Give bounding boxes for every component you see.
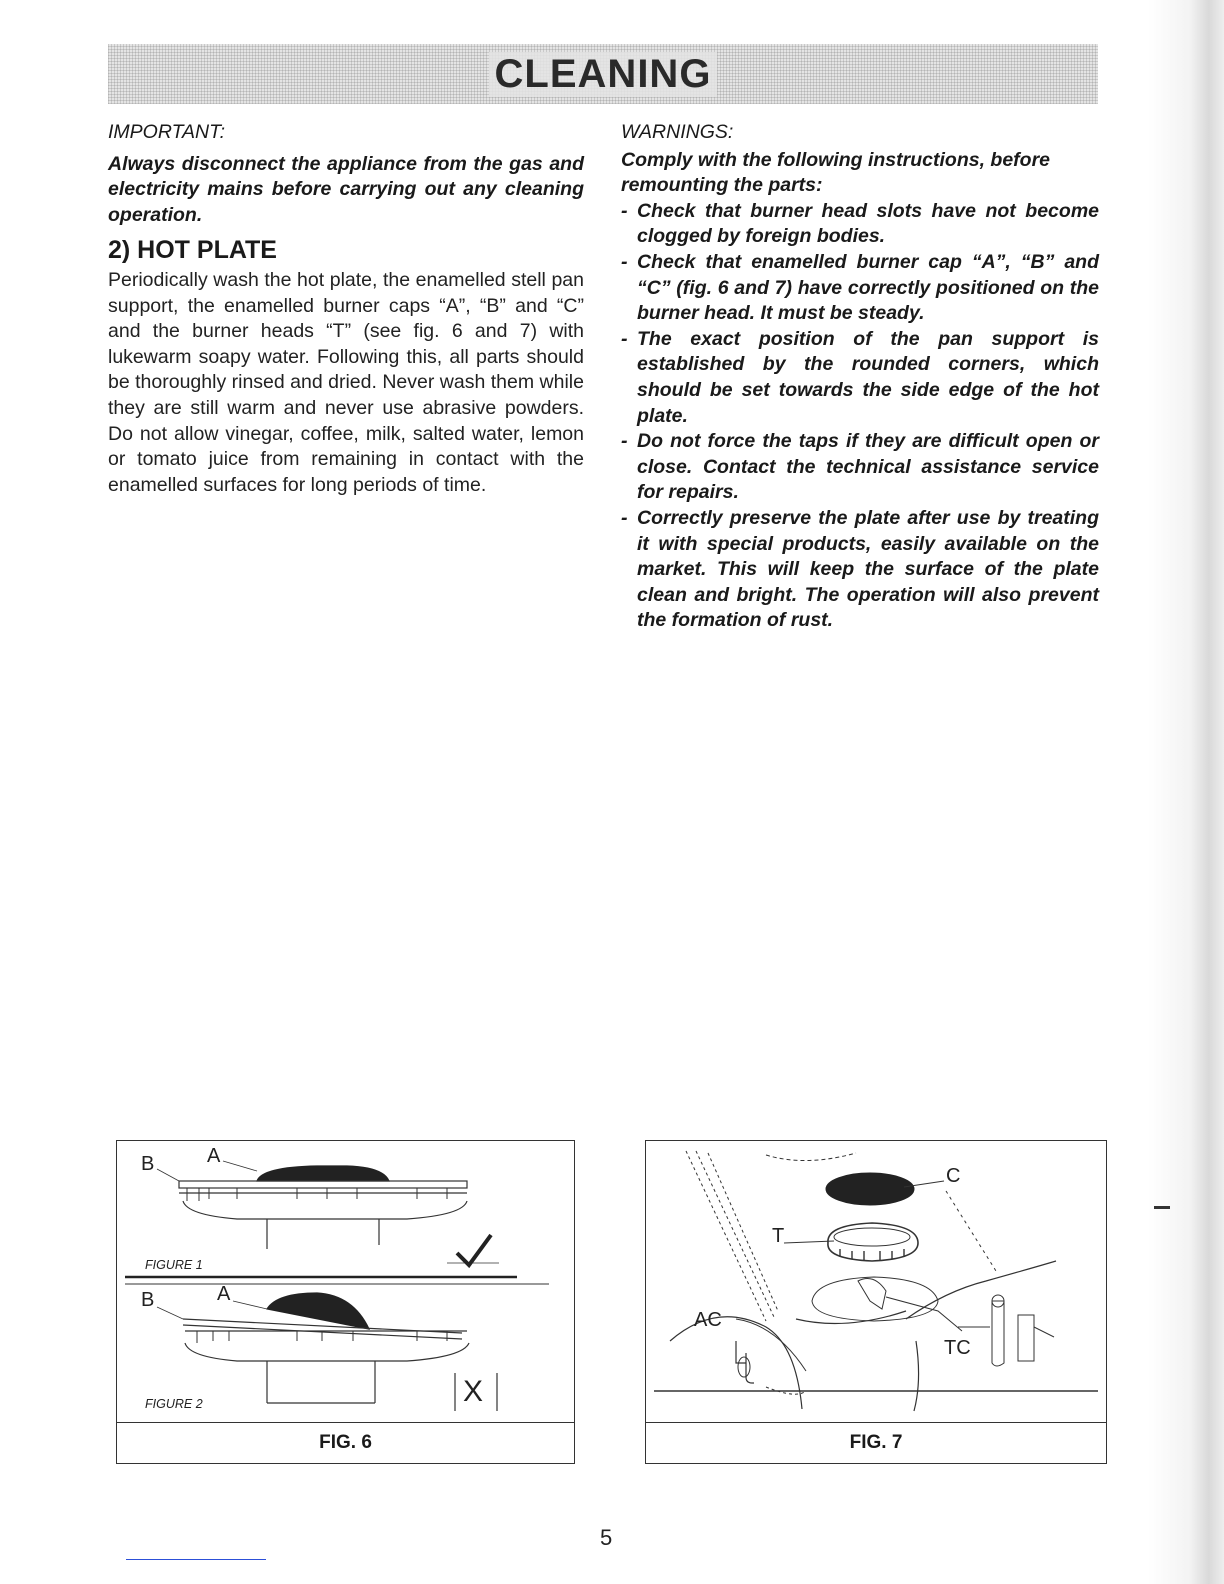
warning-text: Check that enamelled burner cap “A”, “B” and “C” (fig. 6 and 7) have correctly positioned on the burner head. It must be steady.: [637, 250, 1099, 325]
figure-6-caption: FIG. 6: [117, 1422, 574, 1463]
figure-6: [116, 1140, 575, 1464]
right-column: [621, 120, 1099, 634]
bullet-dash: -: [621, 199, 628, 222]
check-drawing: [457, 1235, 491, 1265]
figure-7-drawing: [646, 1141, 1106, 1423]
important-label: IMPORTANT:: [108, 121, 225, 143]
warning-item: [621, 506, 1099, 634]
important-text: Always disconnect the appliance from the gas and electricity mains before carrying out any cleaning operation.: [108, 152, 584, 226]
warning-text: Check that burner head slots have not become clogged by foreign bodies.: [637, 199, 1099, 248]
wrong-mark: X: [463, 1375, 484, 1408]
figure-7-caption: FIG. 7: [646, 1422, 1106, 1463]
warnings-intro: Comply with the following instructions, before remounting the parts:: [621, 148, 1050, 197]
correct-mark: [503, 1231, 504, 1232]
warning-text: Correctly preserve the plate after use by treating it with special products, easily available on the market. This will keep the surface of the plate clean and bright. The operation will also prevent the formation of rust.: [637, 506, 1099, 632]
label-a: A: [207, 1145, 221, 1167]
section-title: 2) HOT PLATE: [108, 236, 277, 265]
figure-2-burner: [157, 1293, 497, 1411]
header-banner: [108, 44, 1098, 104]
bullet-dash: -: [621, 430, 628, 453]
bullet-dash: -: [621, 506, 628, 529]
figure-1-label: FIGURE 1: [145, 1258, 203, 1272]
warning-text: The exact position of the pan support is established by the rounded corners, which should be set towards the side edge of the hot plate.: [637, 327, 1099, 427]
warning-item: [621, 250, 1099, 327]
warnings-list: [621, 199, 1099, 634]
figure-6-drawing: [117, 1141, 574, 1423]
bullet-dash: -: [621, 327, 628, 350]
warning-item: [621, 199, 1099, 250]
page-title: CLEANING: [489, 52, 718, 97]
figure-2-label: FIGURE 2: [145, 1397, 203, 1411]
label-b-2: B: [141, 1289, 155, 1311]
page-edge-shadow: [1148, 0, 1224, 1584]
footer-rule: [126, 1559, 266, 1560]
bullet-dash: -: [621, 250, 628, 273]
label-t: T: [772, 1225, 785, 1247]
warning-text: Do not force the taps if they are difficult open or close. Contact the technical assistance service for repairs.: [637, 430, 1099, 504]
hot-plate-body: Periodically wash the hot plate, the enamelled stell pan support, the enamelled burner caps “A”, “B” and “C” and the burner heads “T” (see fig. 6 and 7) with lukewarm soapy water. Following this, all parts should be thoroughly rinsed and dried. Never wash them while they are still warm and never use abrasive powders. Do not allow vinegar, coffee, milk, salted water, lemon or tomato juice from remaining in contact with the enamelled surfaces for long periods of time.: [108, 268, 584, 496]
label-a-2: A: [217, 1283, 231, 1305]
page-number: 5: [600, 1525, 613, 1550]
label-c: C: [946, 1165, 961, 1187]
edge-mark: [1154, 1206, 1170, 1209]
warnings-label: WARNINGS:: [621, 121, 734, 143]
label-b: B: [141, 1153, 155, 1175]
figure-1-burner: [157, 1161, 499, 1263]
warning-item: [621, 429, 1099, 506]
left-column: [108, 120, 584, 498]
figure-7: [645, 1140, 1107, 1464]
label-tc: TC: [944, 1337, 971, 1359]
warning-item: [621, 327, 1099, 429]
label-ac: AC: [694, 1309, 722, 1331]
